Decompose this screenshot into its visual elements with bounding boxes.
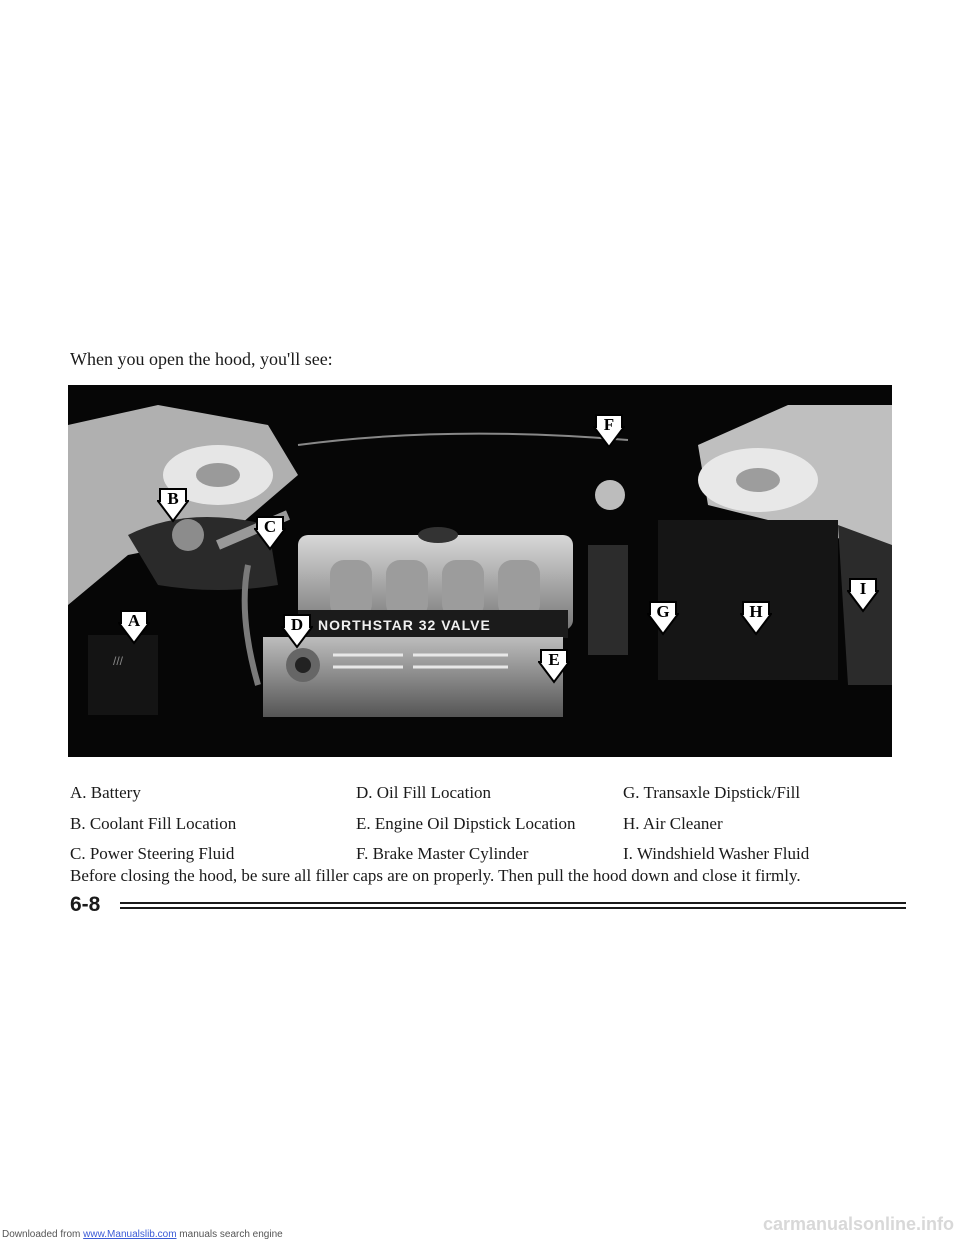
engine-cover-label: NORTHSTAR 32 VALVE (318, 617, 491, 633)
legend-item-a: A. Battery (70, 783, 141, 802)
footer-rule-bottom (120, 907, 906, 909)
engine-photo-drawing (68, 385, 892, 757)
watermark: carmanualsonline.info (762, 1214, 954, 1234)
page-footer-bar (70, 894, 906, 916)
footer-rule-top (120, 902, 906, 904)
legend-item-h: H. Air Cleaner (623, 814, 723, 833)
legend-item-d: D. Oil Fill Location (356, 783, 492, 802)
legend-item-e: E. Engine Oil Dipstick Location (356, 814, 576, 833)
footer-suffix: manuals search engine (176, 1229, 283, 1240)
manualslib-link[interactable]: www.Manualslib.com (83, 1229, 177, 1240)
legend-item-f: F. Brake Master Cylinder (356, 844, 529, 863)
legend-item-c: C. Power Steering Fluid (70, 844, 235, 863)
battery-decal: /// (113, 654, 124, 668)
legend-item-g: G. Transaxle Dipstick/Fill (623, 783, 801, 802)
intro-text: When you open the hood, you'll see: (70, 349, 333, 369)
page-number: 6-8 (70, 893, 101, 916)
footer-prefix: Downloaded from (2, 1229, 84, 1240)
engine-compartment-photo: NORTHSTAR 32 VALVE /// A B C D E F G H I (68, 385, 892, 757)
legend-item-b: B. Coolant Fill Location (70, 814, 237, 833)
download-footer (2, 1229, 283, 1240)
legend-item-i: I. Windshield Washer Fluid (623, 844, 810, 863)
closing-instruction: Before closing the hood, be sure all filler caps are on properly. Then pull the hood down and close it firmly. (70, 866, 801, 885)
